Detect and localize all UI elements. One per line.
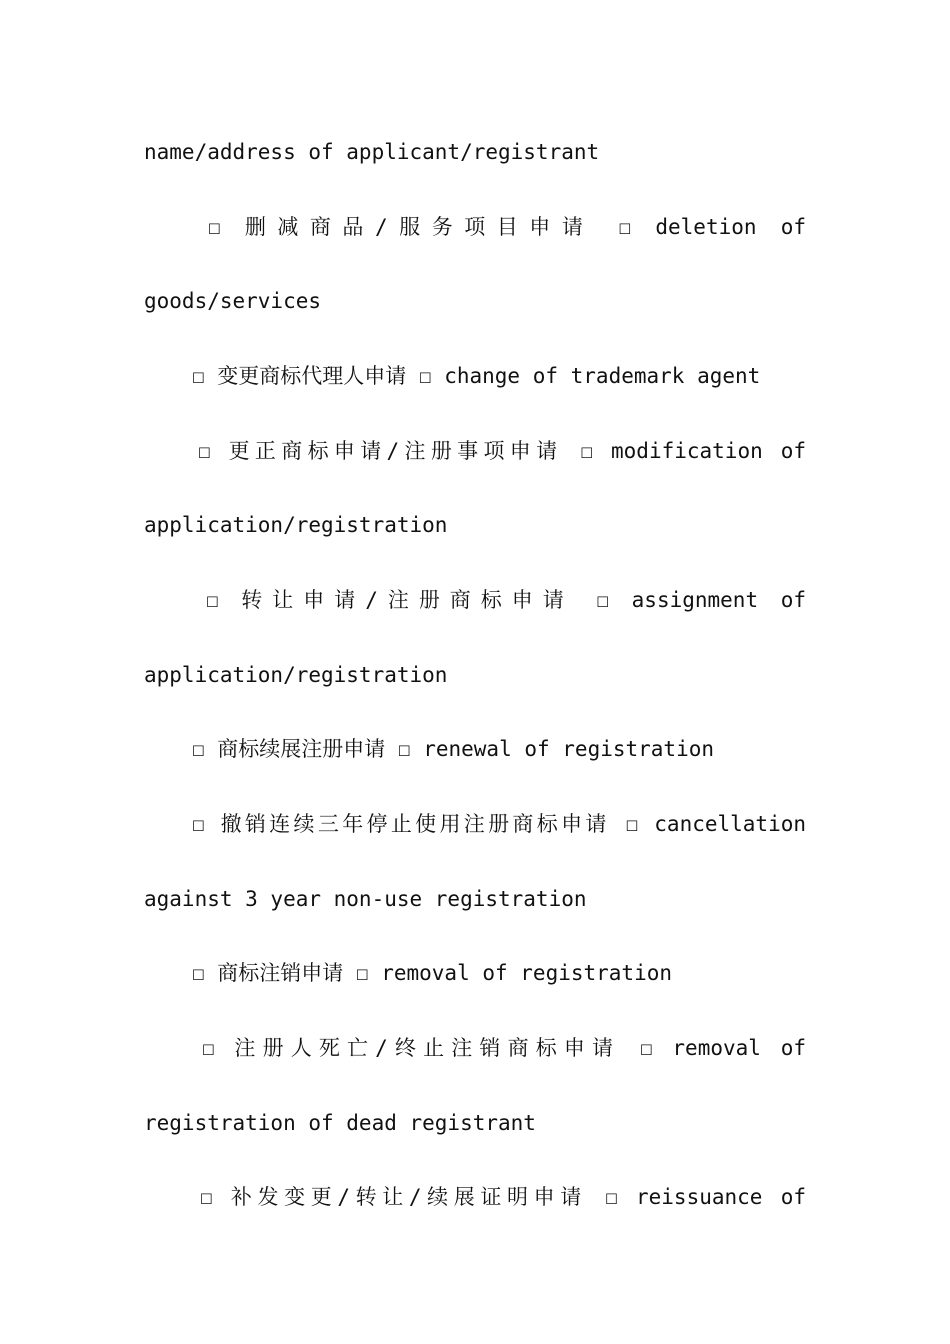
option-change-of-agent: ☐ 变更商标代理人申请 ☐ change of trademark agent [192,364,761,388]
text-line: goods/services [144,289,322,313]
option-reissuance: ☐ 补发变更/转让/续展证明申请 ☐ reissuance of [200,1185,806,1209]
text-line: registration of dead registrant [144,1111,536,1135]
option-modification: ☐ 更正商标申请/注册事项申请 ☐ modification of [198,439,806,463]
option-assignment: ☐ 转让申请/注册商标申请 ☐ assignment of [206,588,806,612]
option-deletion-of-goods: ☐ 删减商品/服务项目申请 ☐ deletion of [208,215,806,239]
text-line: against 3 year non-use registration [144,887,587,911]
text-line: application/registration [144,663,448,687]
text-line: application/registration [144,513,448,537]
option-removal-dead-registrant: ☐ 注册人死亡/终止注销商标申请 ☐ removal of [202,1036,806,1060]
option-renewal: ☐ 商标续展注册申请 ☐ renewal of registration [192,737,715,761]
option-removal: ☐ 商标注销申请 ☐ removal of registration [192,961,673,985]
text-line: name/address of applicant/registrant [144,140,600,164]
option-cancellation-non-use: ☐ 撤销连续三年停止使用注册商标申请 ☐ cancellation [192,812,806,836]
